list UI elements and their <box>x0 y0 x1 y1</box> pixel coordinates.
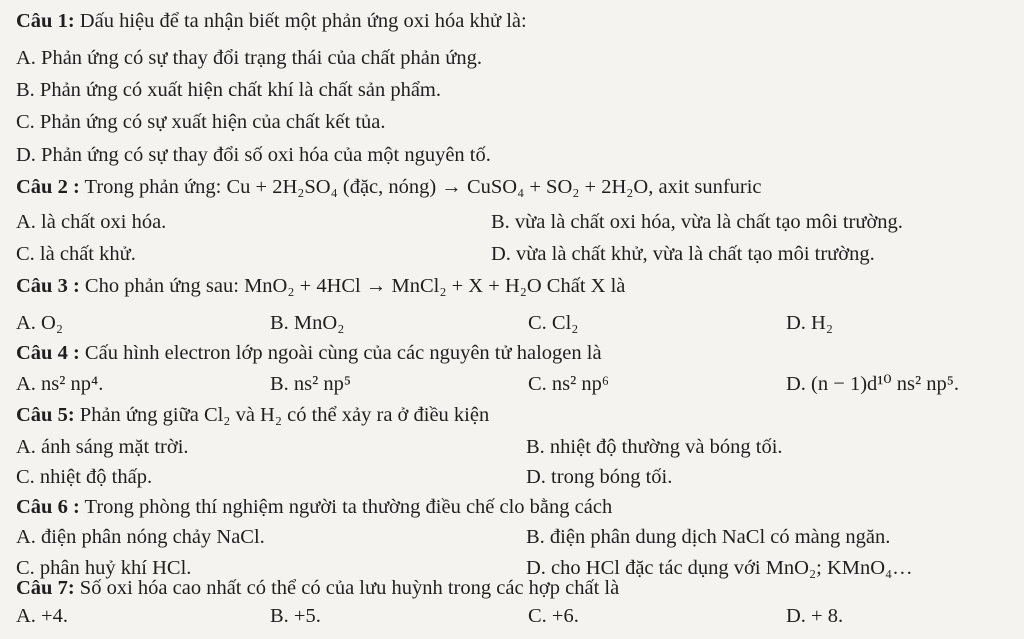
question-7 <box>16 573 1014 604</box>
question-6-label: Câu 6 : <box>16 496 80 518</box>
question-2-label: Câu 2 : <box>16 176 80 198</box>
q2-option-c: C. là chất khử. <box>16 243 136 265</box>
q4-options-row <box>16 369 1014 400</box>
q6-option-b: B. điện phân dung dịch NaCl có màng ngăn. <box>526 526 891 548</box>
question-1-label: Câu 1: <box>16 10 75 32</box>
q1-option-d: D. Phản ứng có sự thay đổi số oxi hóa của một nguyên tố. <box>16 144 491 166</box>
q1-option-a: A. Phản ứng có sự thay đổi trạng thái của chất phản ứng. <box>16 47 483 69</box>
q5-option-c: C. nhiệt độ thấp. <box>16 466 153 488</box>
q3-option-c: C. Cl₂ <box>528 312 579 334</box>
question-6 <box>16 492 1014 523</box>
question-6-text: Trong phòng thí nghiệm người ta thường điều chế clo bằng cách <box>79 496 613 518</box>
question-2-text: Trong phản ứng: Cu + 2H₂SO₄ (đặc, nóng) → CuSO₄ + SO₂ + 2H₂O, axit sunfuric <box>79 176 762 198</box>
q5-option-a: A. ánh sáng mặt trời. <box>16 436 189 458</box>
q1-option-b: B. Phản ứng có xuất hiện chất khí là chất sản phẩm. <box>16 79 441 101</box>
question-1-text: Dấu hiệu để ta nhận biết một phản ứng oxi hóa khử là: <box>74 10 527 32</box>
q7-option-c: C. +6. <box>528 605 579 627</box>
question-4-text: Cấu hình electron lớp ngoài cùng của các nguyên tử halogen là <box>79 342 602 364</box>
q2-option-d: D. vừa là chất khử, vừa là chất tạo môi trường. <box>491 243 875 265</box>
q6-option-d: D. cho HCl đặc tác dụng với MnO₂; KMnO₄… <box>526 557 913 579</box>
q2-option-b: B. vừa là chất oxi hóa, vừa là chất tạo môi trường. <box>491 211 903 233</box>
q4-option-c: C. ns² np⁶ <box>528 373 610 395</box>
q5-option-b: B. nhiệt độ thường và bóng tối. <box>526 436 783 458</box>
q7-option-a: A. +4. <box>16 605 68 627</box>
q7-option-d: D. + 8. <box>786 605 844 627</box>
q3-option-a: A. O₂ <box>16 312 64 334</box>
question-2 <box>16 172 1014 203</box>
q4-option-b: B. ns² np⁵ <box>270 373 352 395</box>
q2-option-a: A. là chất oxi hóa. <box>16 211 167 233</box>
question-4-label: Câu 4 : <box>16 342 80 364</box>
q6-options-row-1 <box>16 522 1014 553</box>
q3-option-d: D. H₂ <box>786 312 834 334</box>
q2-options-row-1 <box>16 207 1014 238</box>
q5-options-row-1 <box>16 432 1014 463</box>
q6-option-a: A. điện phân nóng chảy NaCl. <box>16 526 265 548</box>
q1-option-c: C. Phản ứng có sự xuất hiện của chất kết tủa. <box>16 111 386 133</box>
q4-option-d: D. (n − 1)d¹⁰ ns² np⁵. <box>786 373 960 395</box>
question-1 <box>16 6 1014 37</box>
q2-options-row-2 <box>16 239 1014 270</box>
question-7-text: Số oxi hóa cao nhất có thể có của lưu huỳnh trong các hợp chất là <box>74 577 620 599</box>
question-5 <box>16 400 1014 431</box>
question-5-text: Phản ứng giữa Cl₂ và H₂ có thể xảy ra ở điều kiện <box>74 404 490 426</box>
q5-option-d: D. trong bóng tối. <box>526 466 673 488</box>
q3-options-row <box>16 308 1014 339</box>
q3-option-b: B. MnO₂ <box>270 312 345 334</box>
q7-options-row <box>16 601 1014 632</box>
question-3-text: Cho phản ứng sau: MnO₂ + 4HCl → MnCl₂ + X + H₂O Chất X là <box>79 275 626 297</box>
q5-options-row-2 <box>16 462 1014 493</box>
q7-option-b: B. +5. <box>270 605 321 627</box>
question-3 <box>16 271 1014 302</box>
question-4 <box>16 338 1014 369</box>
q6-option-c: C. phân huỷ khí HCl. <box>16 557 192 579</box>
question-3-label: Câu 3 : <box>16 275 80 297</box>
question-5-label: Câu 5: <box>16 404 75 426</box>
question-7-label: Câu 7: <box>16 577 75 599</box>
q4-option-a: A. ns² np⁴. <box>16 373 104 395</box>
